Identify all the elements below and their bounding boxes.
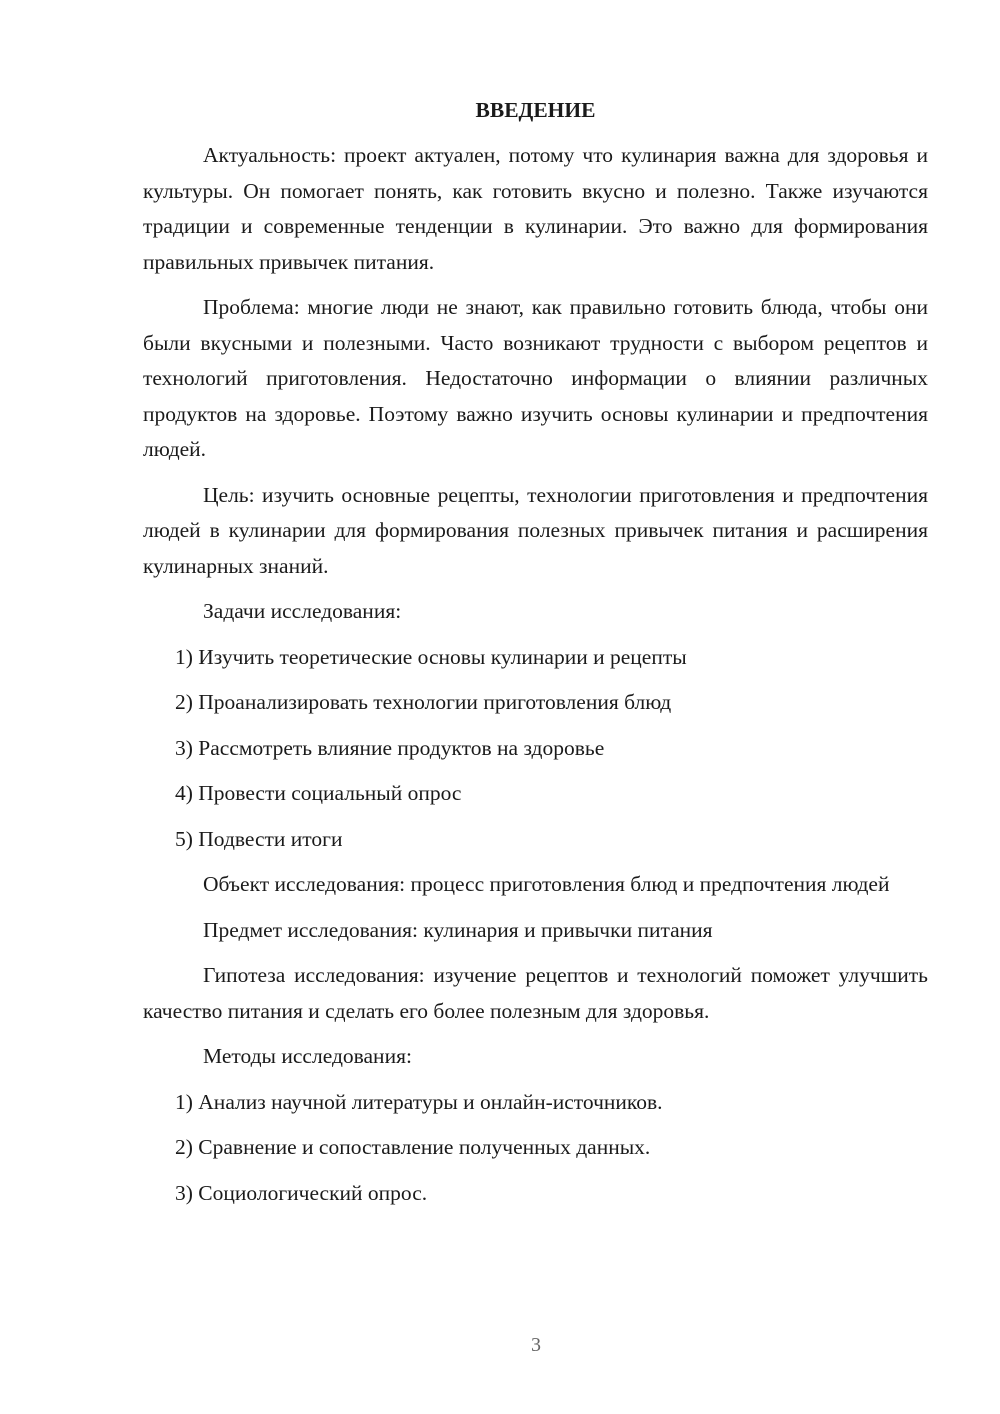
problem-paragraph: Проблема: многие люди не знают, как правильно готовить блюда, чтобы они были вкусными и полезными. Часто возникают трудности с выбором рецептов и технологий приготовления. Недостаточно информации о влиянии различных продуктов на здоровье. Поэтому важно изучить основы кулинарии и предпочтения людей. xyxy=(143,295,928,461)
tasks-list xyxy=(143,640,928,858)
methods-heading: Методы исследования: xyxy=(203,1044,412,1068)
goal-paragraph: Цель: изучить основные рецепты, технологии приготовления и предпочтения людей в кулинарии для формирования полезных привычек питания и расширения кулинарных знаний. xyxy=(143,482,928,578)
list-item: 3) Рассмотреть влияние продуктов на здоровье xyxy=(175,735,605,760)
tasks-heading: Задачи исследования: xyxy=(203,599,402,623)
list-item: 1) Изучить теоретические основы кулинарии и рецепты xyxy=(175,644,687,669)
list-item: 1) Анализ научной литературы и онлайн-источников. xyxy=(175,1089,663,1114)
methods-list xyxy=(143,1085,928,1212)
section-title: ВВЕДЕНИЕ xyxy=(475,98,596,122)
list-item: 2) Проанализировать технологии приготовления блюд xyxy=(175,690,672,714)
list-item: 5) Подвести итоги xyxy=(175,826,343,851)
page-number: 3 xyxy=(531,1334,541,1356)
hypothesis-paragraph: Гипотеза исследования: изучение рецептов и технологий поможет улучшить качество питания и сделать его более полезным для здоровья. xyxy=(143,963,928,1023)
object-paragraph: Объект исследования: процесс приготовления блюд и предпочтения людей xyxy=(203,872,890,896)
document-page xyxy=(143,92,928,1221)
list-item: 3) Социологический опрос. xyxy=(175,1180,428,1205)
subject-paragraph: Предмет исследования: кулинария и привычки питания xyxy=(203,917,713,942)
list-item: 2) Сравнение и сопоставление полученных данных. xyxy=(175,1135,651,1159)
relevance-paragraph: Актуальность: проект актуален, потому что кулинария важна для здоровья и культуры. Он помогает понять, как готовить вкусно и полезно. Также изучаются традиции и современные тенденции в кулинарии. Это важно для формирования правильных привычек питания. xyxy=(143,143,928,274)
list-item: 4) Провести социальный опрос xyxy=(175,781,462,805)
